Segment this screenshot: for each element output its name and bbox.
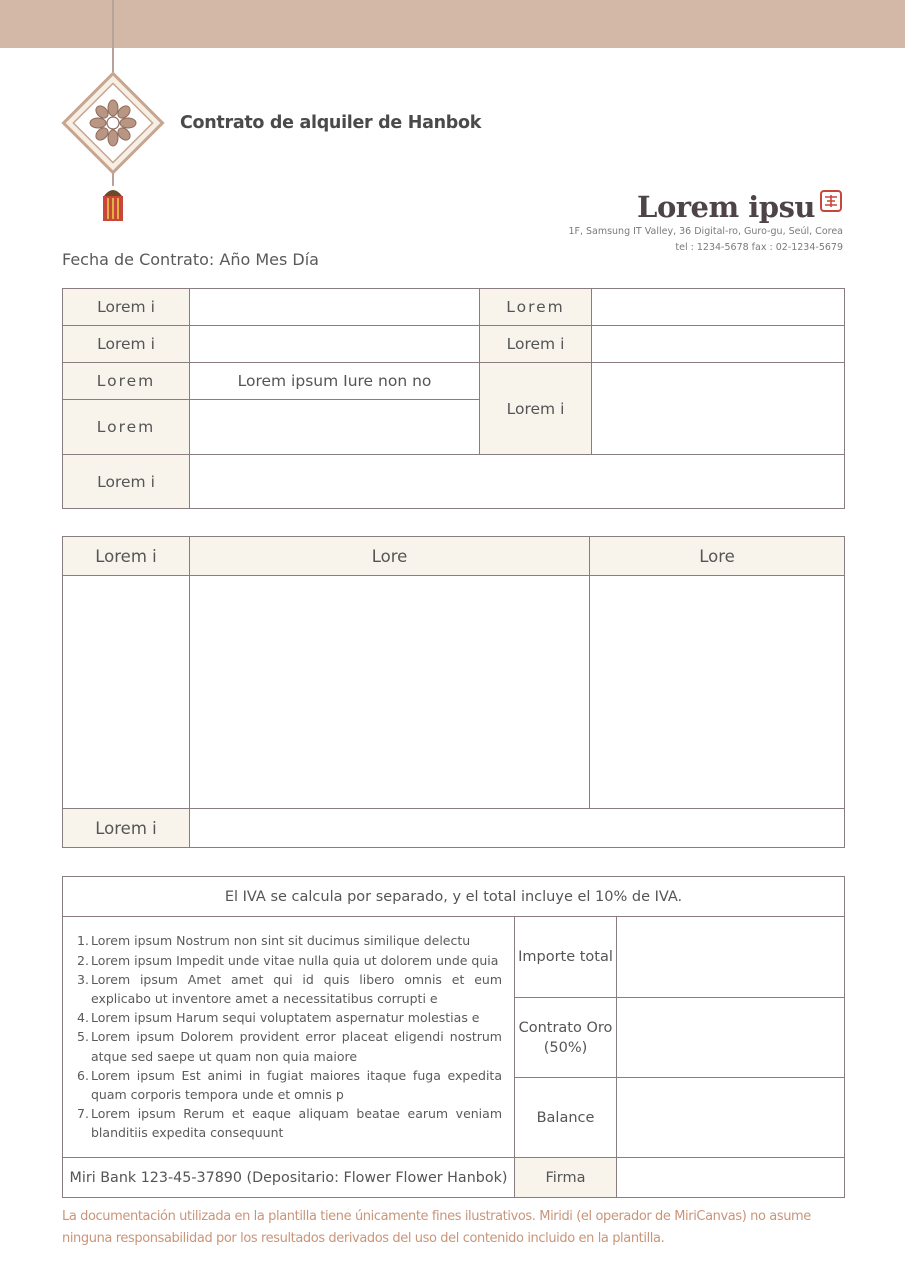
item-cell[interactable] xyxy=(190,576,590,809)
field-value[interactable] xyxy=(592,363,845,455)
field-value[interactable] xyxy=(592,326,845,363)
field-value[interactable] xyxy=(190,326,480,363)
field-value[interactable] xyxy=(190,455,845,509)
customer-info-table xyxy=(62,288,845,509)
bank-info: Miri Bank 123-45-37890 (Depositario: Flower Flower Hanbok) xyxy=(63,1158,515,1198)
term-item: 4. Lorem ipsum Harum sequi voluptatem aspernatur molestias e xyxy=(77,1010,480,1026)
field-value[interactable] xyxy=(190,809,845,848)
term-item: 5. Lorem ipsum Dolorem provident error placeat eligendi nostrum atque sed saepe ut quam non quia maiore xyxy=(77,1029,502,1064)
field-value[interactable] xyxy=(592,289,845,326)
terms-list xyxy=(63,917,515,1158)
red-seal-stamp-icon xyxy=(819,189,843,213)
payment-table xyxy=(62,876,845,1198)
field-value[interactable] xyxy=(190,400,480,455)
term-item: 6. Lorem ipsum Est animi in fugiat maiores itaque fuga expedita quam corporis tempora unde et omnis p xyxy=(77,1067,502,1102)
rental-items-table xyxy=(62,536,845,848)
company-info xyxy=(568,190,843,256)
column-header: Lore xyxy=(190,537,590,576)
vat-note: El IVA se calcula por separado, y el total incluye el 10% de IVA. xyxy=(63,877,845,917)
total-amount-label: Importe total xyxy=(515,917,617,998)
deposit-value[interactable] xyxy=(617,998,845,1078)
field-label: Lorem i xyxy=(63,809,190,848)
field-label: Lorem i xyxy=(480,363,592,455)
company-address: 1F, Samsung IT Valley, 36 Digital-ro, Guro-gu, Seúl, Corea xyxy=(568,226,843,237)
field-label: Lorem i xyxy=(480,326,592,363)
company-contact: tel : 1234-5678 fax : 02-1234-5679 xyxy=(675,242,843,253)
column-header: Lore xyxy=(590,537,845,576)
company-name: Lorem ipsu xyxy=(637,190,815,224)
item-cell[interactable] xyxy=(63,576,190,809)
field-label: Lorem xyxy=(63,400,190,455)
column-header: Lorem i xyxy=(63,537,190,576)
total-amount-value[interactable] xyxy=(617,917,845,998)
field-label: Lorem i xyxy=(63,455,190,509)
item-cell[interactable] xyxy=(590,576,845,809)
balance-value[interactable] xyxy=(617,1078,845,1158)
document-title: Contrato de alquiler de Hanbok xyxy=(180,113,482,133)
field-label: Lorem i xyxy=(63,326,190,363)
field-label: Lorem xyxy=(480,289,592,326)
field-label: Lorem i xyxy=(63,289,190,326)
disclaimer: La documentación utilizada en la plantilla tiene únicamente fines ilustrativos. Miridi (el operador de MiriCanvas) no asume ninguna responsabilidad por los resultados derivados del uso del contenido incluido en la plantilla. xyxy=(62,1209,811,1246)
balance-label: Balance xyxy=(515,1078,617,1158)
hanging-norigae-ornament-icon xyxy=(58,0,168,225)
term-item: 2. Lorem ipsum Impedit unde vitae nulla quia ut dolorem unde quia xyxy=(77,952,499,968)
field-value[interactable]: Lorem ipsum Iure non no xyxy=(190,363,480,400)
term-item: 7. Lorem ipsum Rerum et eaque aliquam beatae earum veniam blanditiis expedita consequunt xyxy=(77,1106,502,1141)
term-item: 1. Lorem ipsum Nostrum non sint sit ducimus similique delectu xyxy=(77,933,471,949)
contract-date: Fecha de Contrato: Año Mes Día xyxy=(62,250,319,269)
signature-field[interactable] xyxy=(617,1158,845,1198)
deposit-label: Contrato Oro (50%) xyxy=(515,998,617,1078)
signature-label: Firma xyxy=(515,1158,617,1198)
field-label: Lorem xyxy=(63,363,190,400)
field-value[interactable] xyxy=(190,289,480,326)
term-item: 3. Lorem ipsum Amet amet qui id quis libero omnis et eum explicabo ut inventore amet a necessitatibus corrupti e xyxy=(77,971,502,1006)
